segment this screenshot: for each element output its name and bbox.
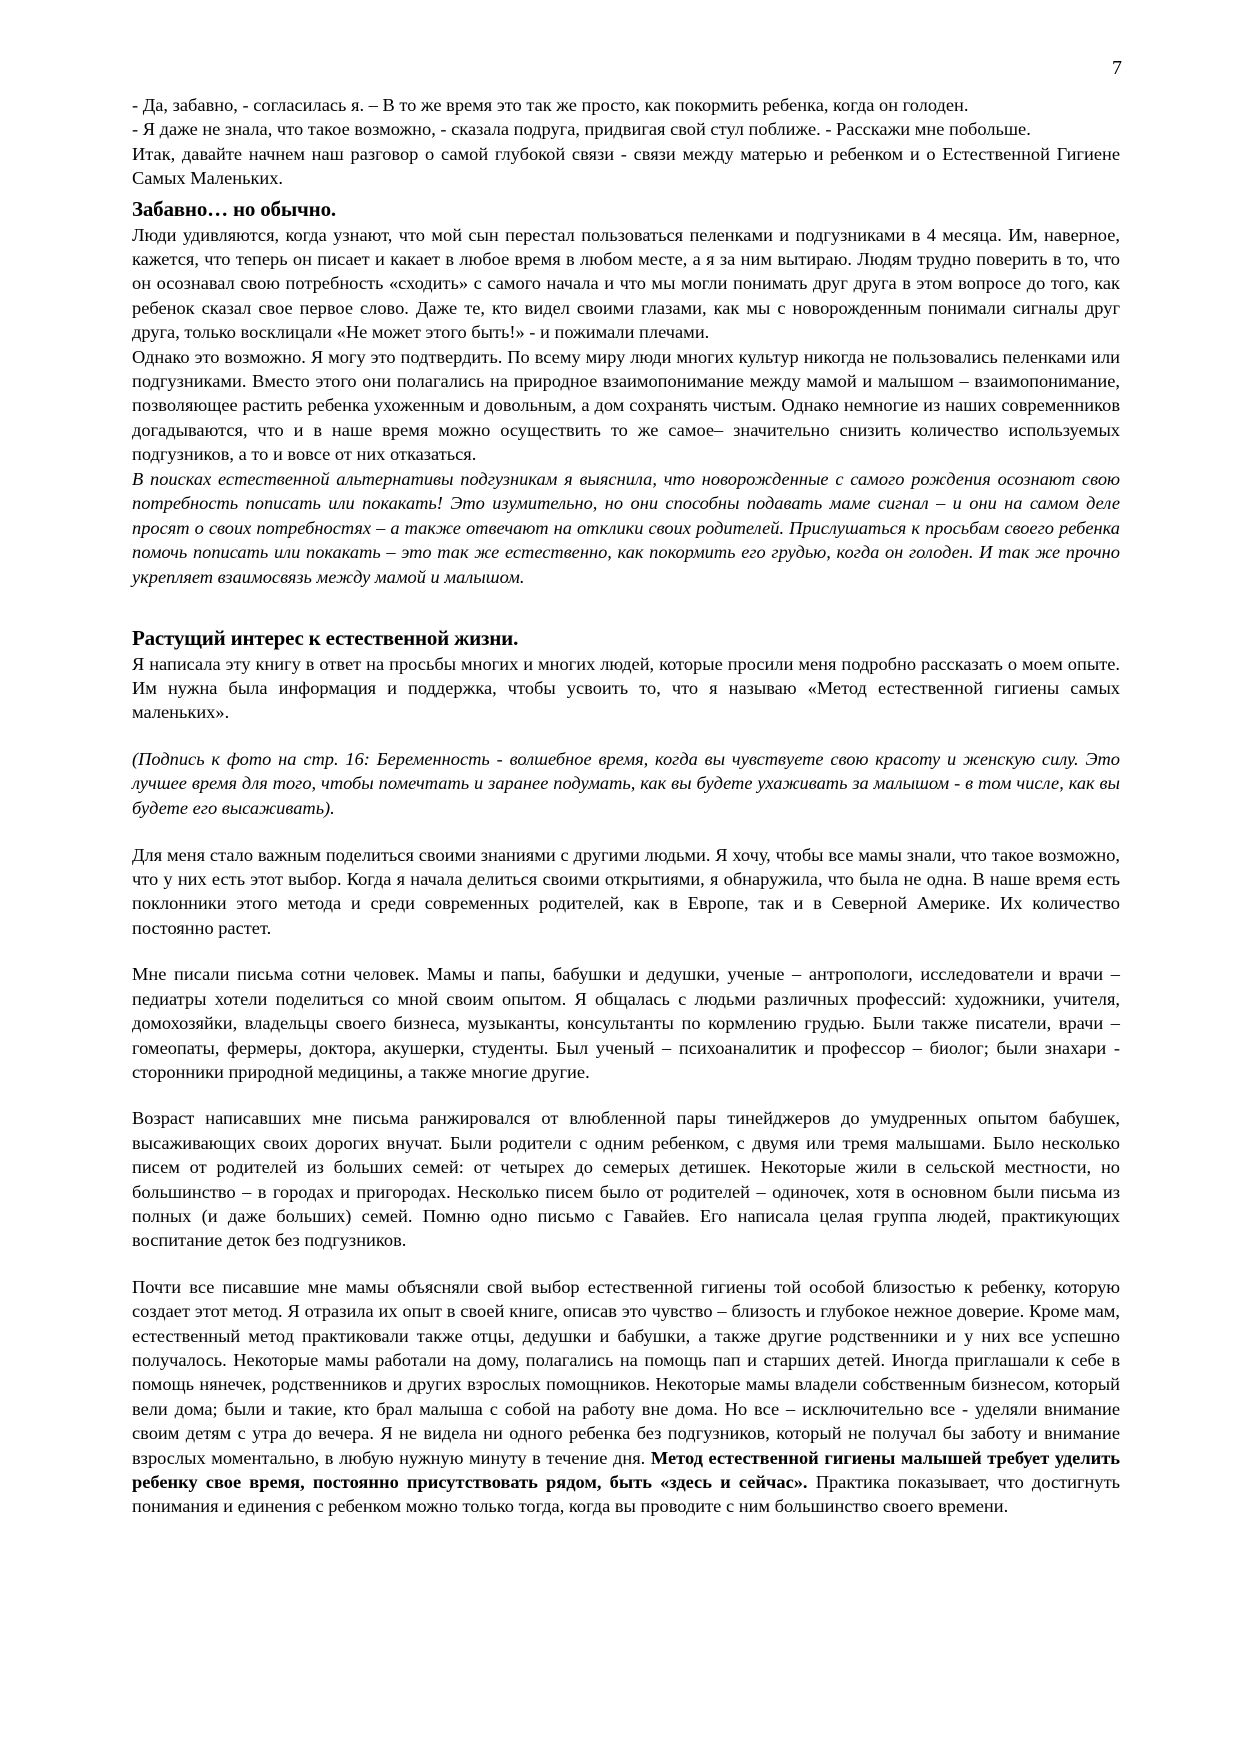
spacer [132, 1084, 1120, 1106]
spacer [132, 725, 1120, 747]
italic-emphasis-block [132, 467, 1120, 590]
paragraph-age-range: Возраст написавших мне письма ранжировался от влюбленной пары тинейджеров до умудренных опытом бабушек, высаживающих своих дорогих внучат. Были родители с одним ребенком, с двумя или тремя малышами. Было несколько писем от родителей из больших семей: от четырех до семерых детишек. Некоторые жили в сельской местности, но большинство – в городах и пригородах. Несколько писем было от родителей – одиночек, хотя в основном были письма из полных (и даже больших) семей. Помню одно письмо с Гавайев. Его написала целая группа людей, практикующих воспитание деток без подгузников. [132, 1108, 1120, 1251]
photo-caption-block [132, 747, 1120, 821]
bold-emphasis-method-requires: Метод естественной гигиены малышей требует уделить ребенку свое время, постоянно присутствовать рядом, быть «здесь и сейчас». [132, 1447, 1121, 1492]
intro-paragraph: Итак, давайте начнем наш разговор о самой глубокой связи - связи между матерью и ребенком и о Естественной Гигиене Самых Маленьких. [132, 143, 1120, 189]
paragraph-hundreds-of-letters: Мне писали письма сотни человек. Мамы и папы, бабушки и дедушки, ученые – антропологи, исследователи и врачи – педиатры хотели поделиться со мной своим опытом. Я общалась с людьми различных профессий: художники, учителя, домохозяйки, владельцы своего бизнеса, музыканты, консультанты по кормлению грудью. Были также писатели, врачи – гомеопаты, фермеры, доктора, акушерки, студенты. Был ученый – психоаналитик и профессор – биолог; были знахари - сторонники природной медицины, а также многие другие. [132, 964, 1120, 1082]
italic-paragraph-photo-caption: (Подпись к фото на стр. 16: Беременность - волшебное время, когда вы чувствуете свою красоту и женскую силу. Это лучшее время для того, чтобы помечтать и заранее подумать, как вы будете ухаживать за малышом - в том числе, как вы будете его высаживать). [132, 748, 1120, 819]
dialogue-line-1: - Да, забавно, - согласилась я. – В то же время это так же просто, как покормить ребенка, когда он голоден. [132, 95, 969, 115]
spacer [132, 590, 1120, 620]
paragraph-closeness-text-1: Почти все писавшие мне мамы объясняли свой выбор естественной гигиены той особой близостью к ребенку, которую создает этот метод. Я отразила их опыт в своей книге, описав это чувство – близость и глубокое нежное доверие. Кроме мам, естественный метод практиковали также отцы, дедушки и бабушки, а также другие родственники и у них все успешно получалось. Некоторые мамы работали на дому, полагались на помощь пап и старших детей. Иногда приглашали к себе в помощь нянечек, родственников и других взрослых помощников. Некоторые мамы владели собственным бизнесом, который вели дома; были и такие, кто брал малыша с собой на работу вне дома. Но все – исключительно все - уделяли внимание своим детям с утра до вечера. Я не видела ни одного ребенка без подгузников, который не получал бы заботу и внимание взрослых моментально, в любую нужную минуту в течение дня. [132, 1276, 1120, 1468]
spacer [132, 821, 1120, 843]
spacer [132, 940, 1120, 962]
spacer [132, 1253, 1120, 1275]
page-number: 7 [1112, 57, 1122, 79]
section-heading-growing-interest: Растущий интерес к естественной жизни. [132, 625, 519, 650]
paragraph-wrote-this-book: Я написала эту книгу в ответ на просьбы многих и многих людей, которые просили меня подробно рассказать о моем опыте. Им нужна была информация и поддержка, чтобы усвоить то, что я называю «Метод естественной гигиены самых маленьких». [132, 653, 1120, 723]
paragraph-closeness-method [132, 1275, 1120, 1519]
italic-paragraph-natural-alternative: В поисках естественной альтернативы подгузникам я выяснила, что новорожденные с самого рождения осознают свою потребность пописать или покакать! Это изумительно, но они способны подавать маме сигнал – и они на самом деле просят о своих потребностях – а также отвечают на отклики своих родителей. Прислушаться к просьбам своего ребенка помочь пописать или покакать – это так же естественно, как покормить его грудью, когда он голоден. И так же прочно укрепляет взаимосвязь между мамой и малышом. [132, 468, 1120, 588]
paragraph-closeness-text-2: Практика показывает, что достигнуть понимания и единения с ребенком можно только тогда, когда вы проводите с ним большинство своего времени. [132, 1472, 1120, 1517]
document-body [132, 93, 1120, 1519]
paragraph-however-possible: Однако это возможно. Я могу это подтвердить. По всему миру люди многих культур никогда не пользовались пеленками или подгузниками. Вместо этого они полагались на природное взаимопонимание между мамой и малышом – взаимопонимание, позволяющее растить ребенка ухоженным и довольным, а дом сохранять чистым. Однако немногие из наших современников догадываются, что и в наше время можно осуществить то же самое– значительно снизить количество используемых подгузников, а то и вовсе от них отказаться. [132, 346, 1120, 465]
paragraph-people-surprised: Люди удивляются, когда узнают, что мой сын перестал пользоваться пеленками и подгузниками в 4 месяца. Им, наверное, кажется, что теперь он писает и какает в любое время в любом месте, а я за ним вытираю. Людям трудно поверить в то, что он осознавал свою потребность «сходить» с самого начала и что мы могли понимать друг друга в этом вопросе до того, как ребенок сказал свое первое слово. Даже те, кто видел своими глазами, как мы с новорожденным понимали сигналы друг друга, только восклицали «Не может этого быть!» - и пожимали плечами. [132, 224, 1120, 343]
dialogue-line-2: - Я даже не знала, что такое возможно, - сказала подруга, придвигая свой стул поближе. - Расскажи мне побольше. [132, 119, 1031, 140]
section-heading-funny-but-usual: Забавно… но обычно. [132, 196, 336, 221]
paragraph-share-knowledge: Для меня стало важным поделиться своими знаниями с другими людьми. Я хочу, чтобы все мамы знали, что такое возможно, что у них есть этот выбор. Когда я начала делиться своими открытиями, я обнаружила, что была не одна. В наше время есть поклонники этого метода и среди современных родителей, как в Европе, так и в Северной Америке. Их количество постоянно растет. [132, 844, 1120, 938]
